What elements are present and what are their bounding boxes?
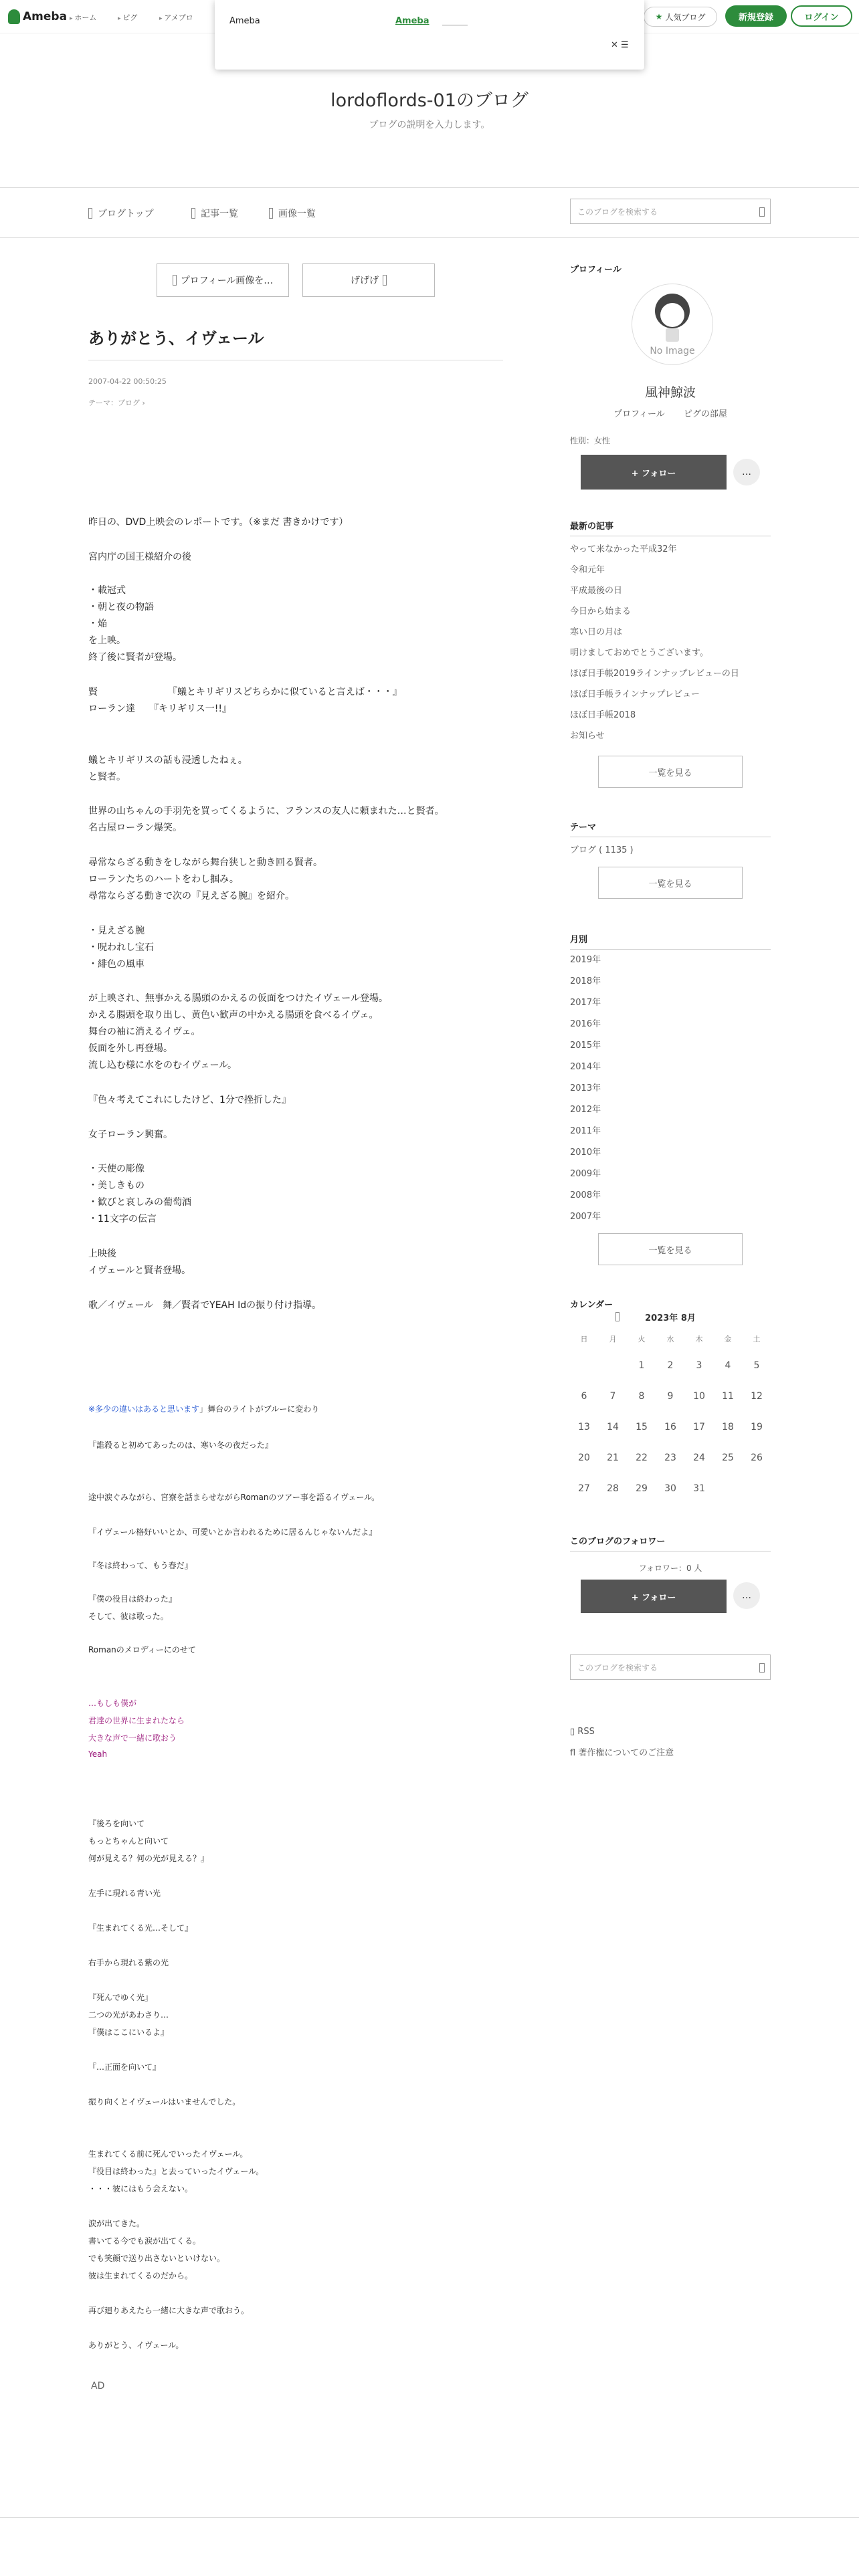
star-icon: ★ — [655, 12, 663, 21]
body-line-small: 『…正面を向いて』 — [88, 2062, 161, 2072]
body-line: を上映。 — [88, 635, 126, 646]
nav-image-list-label: 画像一覧 — [278, 209, 316, 219]
body-line: ローランたちのハートをわし掴み。 — [88, 874, 239, 885]
popup-label: Ameba — [229, 16, 260, 26]
follower-count: フォロワー：0 人 — [638, 1564, 702, 1573]
body-line: ・天使の彫像 — [88, 1164, 145, 1174]
nav-pigg-link[interactable]: ▸ ピグ — [118, 12, 137, 23]
body-line-small: 二つの光があわさり… — [88, 2010, 169, 2020]
calendar-day: 13 — [578, 1422, 590, 1432]
body-line: 歌／イヴェール 舞／賢者でYEAH Idの振り付け指導。 — [88, 1300, 322, 1311]
calendar-weekday: 火 — [638, 1335, 646, 1344]
monthly-heading: 月別 — [570, 932, 771, 950]
calendar-day: 21 — [607, 1453, 619, 1463]
body-line: 上映後 — [88, 1249, 116, 1259]
calendar-month — [570, 1311, 771, 1323]
calendar-day: 11 — [722, 1391, 734, 1402]
body-line-small: 何が見える？何の光が見える？』 — [88, 1854, 209, 1863]
calendar-day: 2 — [667, 1360, 674, 1371]
chevron-left-icon[interactable] — [615, 1312, 619, 1321]
body-line: が上映され、無事かえる腸頭のかえるの仮面をつけたイヴェール登場。 — [88, 993, 388, 1004]
recent-article-link[interactable]: やって来なかった平成32年 — [570, 544, 677, 554]
body-line-small: もっとちゃんと向いて — [88, 1836, 169, 1846]
body-line-small: 途中涙ぐみながら、宮寮を話まらせながらRomanのツアー事を語るイヴェール。 — [88, 1493, 380, 1502]
sidebar-search-input[interactable] — [570, 1654, 771, 1680]
calendar-day: 1 — [638, 1360, 645, 1371]
body-line: 賢 『蟻とキリギリスどちらかに似ていると言えば・・・』 — [88, 687, 402, 697]
body-line-small: 『僕はここにいるよ』 — [88, 2028, 169, 2037]
body-line: 女子ローラン興奮。 — [88, 1130, 173, 1140]
body-line-small: 『後ろを向いて — [88, 1819, 145, 1828]
recent-article-link[interactable]: 今日から始まる — [570, 607, 632, 617]
body-line: ・朝と夜の物語 — [88, 602, 154, 613]
recent-article-link[interactable]: お知らせ — [570, 731, 605, 741]
nav-amepro-link[interactable]: ▸ アメプロ — [159, 12, 193, 23]
year-link[interactable]: 2018年 — [570, 976, 601, 986]
recent-article-link[interactable]: 平成最後の日 — [570, 586, 623, 596]
body-line: イヴェールと賢者登場。 — [88, 1265, 191, 1276]
year-link[interactable]: 2015年 — [570, 1041, 601, 1051]
recent-article-link[interactable]: 令和元年 — [570, 565, 605, 575]
calendar-month-label: 2023年 8月 — [645, 1313, 696, 1323]
profile-links — [570, 407, 771, 419]
article-theme-link[interactable]: テーマ：ブログ › — [88, 399, 145, 407]
purple-lyric: …もしも僕が — [88, 1699, 137, 1708]
article-title[interactable]: ありがとう、イヴェール — [88, 329, 264, 348]
gegege-button-label: げげげ — [351, 276, 379, 286]
recent-article-link[interactable]: ほぼ日手帳2019ラインナップレビューの日 — [570, 669, 739, 679]
body-line: ・載冠式 — [88, 585, 126, 596]
body-line-small: 左手に現れる青い光 — [88, 1889, 161, 1898]
calendar-day: 20 — [578, 1453, 590, 1463]
year-link[interactable]: 2016年 — [570, 1019, 601, 1029]
more-options-icon[interactable]: … — [733, 1582, 760, 1609]
body-line: 終了後に賢者が登場。 — [88, 652, 182, 663]
blog-title[interactable]: lordoflords-01のブログ — [330, 90, 529, 111]
rss-icon: ▯ — [570, 1727, 578, 1737]
recent-articles-heading: 最新の記事 — [570, 519, 771, 536]
body-line: 宮内庁の国王様紹介の後 — [88, 552, 191, 562]
blog-description: ブログの説明を入力します。 — [369, 120, 490, 130]
body-line: ・見えざる腕 — [88, 926, 145, 936]
nav-article-list-label: 記事一覧 — [201, 209, 238, 219]
follow-button[interactable]: + フォロー — [581, 455, 727, 490]
see-all-articles-button[interactable]: 一覧を見る — [598, 756, 743, 788]
search-icon[interactable] — [759, 207, 765, 217]
body-line-small: 『死んでゆく光』 — [88, 1993, 153, 2002]
calendar-weekday: 金 — [724, 1335, 732, 1344]
body-line: 流し込む様に水をのむイヴェール。 — [88, 1060, 237, 1071]
popup-link-underline[interactable] — [442, 16, 468, 25]
copyright-icon: fl — [570, 1748, 579, 1758]
copyright-link[interactable] — [570, 1745, 674, 1758]
chevron-icon — [383, 275, 387, 286]
body-line-small: 涙が出てきた。 — [88, 2219, 145, 2228]
calendar-day: 31 — [693, 1483, 705, 1494]
article-list-icon — [191, 208, 195, 219]
body-line-small: 『冬は終わって、もう春だ』 — [88, 1561, 193, 1570]
body-line: ・緋色の風車 — [88, 959, 145, 970]
calendar-day: 22 — [636, 1453, 648, 1463]
register-button[interactable]: 新規登録 — [725, 5, 787, 27]
body-line-small: 再び廻りあえたら一緒に大きな声で歌おう。 — [88, 2306, 250, 2315]
body-line: 舞台の袖に消えるイヴェ。 — [88, 1027, 201, 1037]
year-link[interactable]: 2013年 — [570, 1083, 601, 1093]
ameba-logo-icon — [8, 9, 20, 24]
profile-image-button[interactable] — [157, 263, 289, 297]
calendar-weekday: 木 — [695, 1335, 703, 1344]
calendar-day: 3 — [696, 1360, 702, 1371]
year-link[interactable]: 2007年 — [570, 1212, 601, 1222]
calendar-day: 9 — [667, 1391, 674, 1402]
body-line: 尋常ならざる動きをしながら舞台狭しと動き回る賢者。 — [88, 857, 322, 868]
body-line-small: でも笑顔で送り出さないといけない。 — [88, 2254, 225, 2263]
calendar-weekday: 水 — [666, 1335, 674, 1344]
popup-close-icon[interactable]: ✕ ☰ — [611, 40, 629, 50]
year-link[interactable]: 2011年 — [570, 1126, 601, 1136]
blog-search-input[interactable] — [570, 199, 771, 224]
recent-article-link[interactable]: ほぼ日手帳2018 — [570, 710, 636, 720]
calendar-day: 12 — [751, 1391, 763, 1402]
follow-button-bottom[interactable]: + フォロー — [581, 1580, 727, 1613]
profile-name[interactable]: 風神鯨波 — [644, 385, 696, 400]
recent-article-link[interactable]: ほぼ日手帳ラインナップレビュー — [570, 689, 700, 700]
see-all-themes-button[interactable]: 一覧を見る — [598, 867, 743, 899]
body-line: 世界の山ちゃんの手羽先を買ってくるように、フランスの友人に頼まれた…と賢者。 — [88, 806, 444, 817]
body-line: かえる腸頭を取り出し、黄色い歓声の中かえる腸頭を食べるイヴェ。 — [88, 1010, 379, 1021]
calendar-day: 26 — [751, 1453, 763, 1463]
calendar-day: 18 — [722, 1422, 734, 1432]
ameba-logo[interactable] — [8, 8, 67, 25]
calendar-day: 8 — [638, 1391, 645, 1402]
year-link[interactable]: 2010年 — [570, 1148, 601, 1158]
calendar-day: 28 — [607, 1483, 619, 1494]
calendar-day: 6 — [581, 1391, 587, 1402]
nav-article-list[interactable] — [191, 207, 238, 220]
calendar-day: 7 — [609, 1391, 616, 1402]
body-line: 『色々考えてこれにしたけど、1分で挫折した』 — [88, 1095, 291, 1105]
body-line: 尋常ならざる動きで次の『見えざる腕』を紹介。 — [88, 891, 294, 901]
nav-home-link[interactable]: ▸ ホーム — [70, 12, 96, 23]
body-line: ・呪われし宝石 — [88, 942, 154, 953]
popular-blog-label: 人気ブログ — [665, 12, 706, 22]
search-icon[interactable] — [759, 1663, 765, 1673]
calendar-weekday: 月 — [609, 1335, 617, 1344]
profile-image-button-label: プロフィール画像を… — [180, 276, 274, 286]
nav-image-list[interactable] — [269, 207, 316, 220]
body-line-small: 『誰殺ると初めてあったのは、寒い冬の夜だった』 — [88, 1440, 273, 1450]
calendar-weekday: 日 — [580, 1335, 588, 1344]
follower-heading: このブログのフォロワー — [570, 1534, 771, 1551]
login-button[interactable]: ログイン — [791, 5, 852, 27]
calendar-weekday: 土 — [753, 1335, 761, 1344]
pigg-room-link[interactable]: ピグの部屋 — [683, 409, 727, 419]
rss-label: RSS — [577, 1727, 595, 1737]
body-line: ローラン達 『キリギリス一!!』 — [88, 704, 231, 714]
year-link[interactable]: 2014年 — [570, 1062, 601, 1072]
calendar-day: 5 — [753, 1360, 760, 1371]
body-line-small: 『役目は終わった』と去っていったイヴェール。 — [88, 2167, 264, 2176]
body-line: と賢者。 — [88, 772, 126, 782]
body-line: 蟻とキリギリスの話も浸透したねぇ。 — [88, 755, 248, 766]
profile-link[interactable]: プロフィール — [613, 409, 665, 419]
calendar-day: 16 — [664, 1422, 676, 1432]
calendar-day: 14 — [607, 1422, 619, 1432]
body-line-small: ありがとう、イヴェール。 — [88, 2341, 184, 2350]
year-link[interactable]: 2012年 — [570, 1105, 601, 1115]
year-link[interactable]: 2009年 — [570, 1169, 601, 1179]
calendar-heading: カレンダー — [570, 1300, 613, 1310]
calendar-day: 29 — [636, 1483, 648, 1494]
ad-label: AD — [91, 2381, 105, 2391]
see-all-months-button[interactable]: 一覧を見る — [598, 1233, 743, 1265]
body-line-small: 『イヴェール格好いいとか、可愛いとか言われるために居るんじゃないんだよ』 — [88, 1527, 377, 1537]
year-link[interactable]: 2017年 — [570, 998, 601, 1008]
gegege-button[interactable] — [302, 263, 435, 297]
blue-note: ※多少の違いはあると思います — [88, 1404, 200, 1414]
blue-note-line — [88, 1403, 319, 1414]
blog-top-icon — [88, 208, 92, 219]
blog-navbar — [0, 187, 859, 238]
copyright-label: 著作権についてのご注意 — [578, 1748, 674, 1758]
body-line-small: 『生まれてくる光…そして』 — [88, 1923, 193, 1933]
calendar-day: 30 — [664, 1483, 676, 1494]
calendar-day: 10 — [693, 1391, 705, 1402]
calendar-day: 15 — [636, 1422, 648, 1432]
ameba-popup-menu — [215, 0, 644, 70]
calendar-day: 27 — [578, 1483, 590, 1494]
recent-article-link[interactable]: 明けましておめでとうございます。 — [570, 648, 708, 658]
no-image-text: No Image — [650, 346, 695, 356]
blog-search-placeholder: このブログを検索する — [577, 207, 658, 217]
image-list-icon — [269, 208, 273, 219]
body-line-small: ・・・彼にはもう会えない。 — [88, 2184, 193, 2193]
body-line-small: 『僕の役目は終わった』 — [88, 1594, 177, 1604]
year-link[interactable]: 2019年 — [570, 955, 601, 965]
footer-divider — [0, 2517, 859, 2518]
calendar-day: 24 — [693, 1453, 705, 1463]
purple-lyric: 君達の世界に生まれたなら — [88, 1716, 185, 1725]
avatar[interactable] — [632, 284, 713, 365]
popup-ameba-link[interactable]: Ameba — [395, 16, 430, 26]
calendar-day: 17 — [693, 1422, 705, 1432]
body-line: 仮面を外し再登場。 — [88, 1043, 173, 1054]
body-line: ・美しきもの — [88, 1180, 145, 1191]
recent-article-link[interactable]: 寒い日の月は — [570, 627, 623, 637]
nav-blog-top[interactable] — [88, 207, 154, 220]
body-line-small: 右手から現れる紫の光 — [88, 1958, 169, 1967]
calendar-day: 25 — [722, 1453, 734, 1463]
rss-link[interactable] — [570, 1727, 595, 1737]
body-line-small: Romanのメロディーにのせて — [88, 1645, 196, 1654]
body-line-small: そして、彼は歌った。 — [88, 1612, 169, 1621]
theme-heading: テーマ — [570, 820, 771, 837]
theme-link[interactable]: ブログ ( 1135 ) — [570, 845, 634, 855]
body-line: 名古屋ローラン爆笑。 — [88, 823, 182, 833]
more-options-icon[interactable]: … — [733, 459, 760, 486]
ameba-logo-text: Ameba — [23, 10, 68, 23]
profile-gender: 性別：女性 — [570, 436, 611, 445]
purple-lyric: Yeah — [88, 1749, 108, 1759]
body-line: 昨日の、DVD上映会のレポートです。（※まだ 書きかけです） — [88, 517, 349, 528]
year-link[interactable]: 2008年 — [570, 1190, 601, 1200]
image-icon — [173, 275, 177, 286]
blue-note-rest: 」舞台のライトがブルーに変わり — [199, 1404, 320, 1414]
profile-heading: プロフィール — [570, 265, 622, 275]
purple-lyric: 大きな声で一緒に歌おう — [88, 1733, 177, 1743]
nav-blog-top-label: ブログトップ — [98, 209, 154, 219]
body-line-small: 振り向くとイヴェールはいませんでした。 — [88, 2097, 241, 2107]
body-line-small: 生まれてくる前に死んでいったイヴェール。 — [88, 2149, 248, 2159]
calendar-day: 23 — [664, 1453, 676, 1463]
calendar-day: 4 — [725, 1360, 731, 1371]
body-line-small: 彼は生まれてくるのだから。 — [88, 2271, 193, 2280]
body-line: ・11文字の伝言 — [88, 1214, 157, 1224]
sidebar-search-placeholder: このブログを検索する — [577, 1663, 658, 1673]
popular-blog-button[interactable] — [644, 7, 717, 27]
body-line: ・歓びと哀しみの葡萄酒 — [88, 1197, 191, 1208]
calendar-day: 19 — [751, 1422, 763, 1432]
body-line: ・焔 — [88, 619, 107, 629]
body-line-small: 書いてる今でも涙が出てくる。 — [88, 2236, 201, 2246]
article-date: 2007-04-22 00:50:25 — [88, 377, 167, 386]
